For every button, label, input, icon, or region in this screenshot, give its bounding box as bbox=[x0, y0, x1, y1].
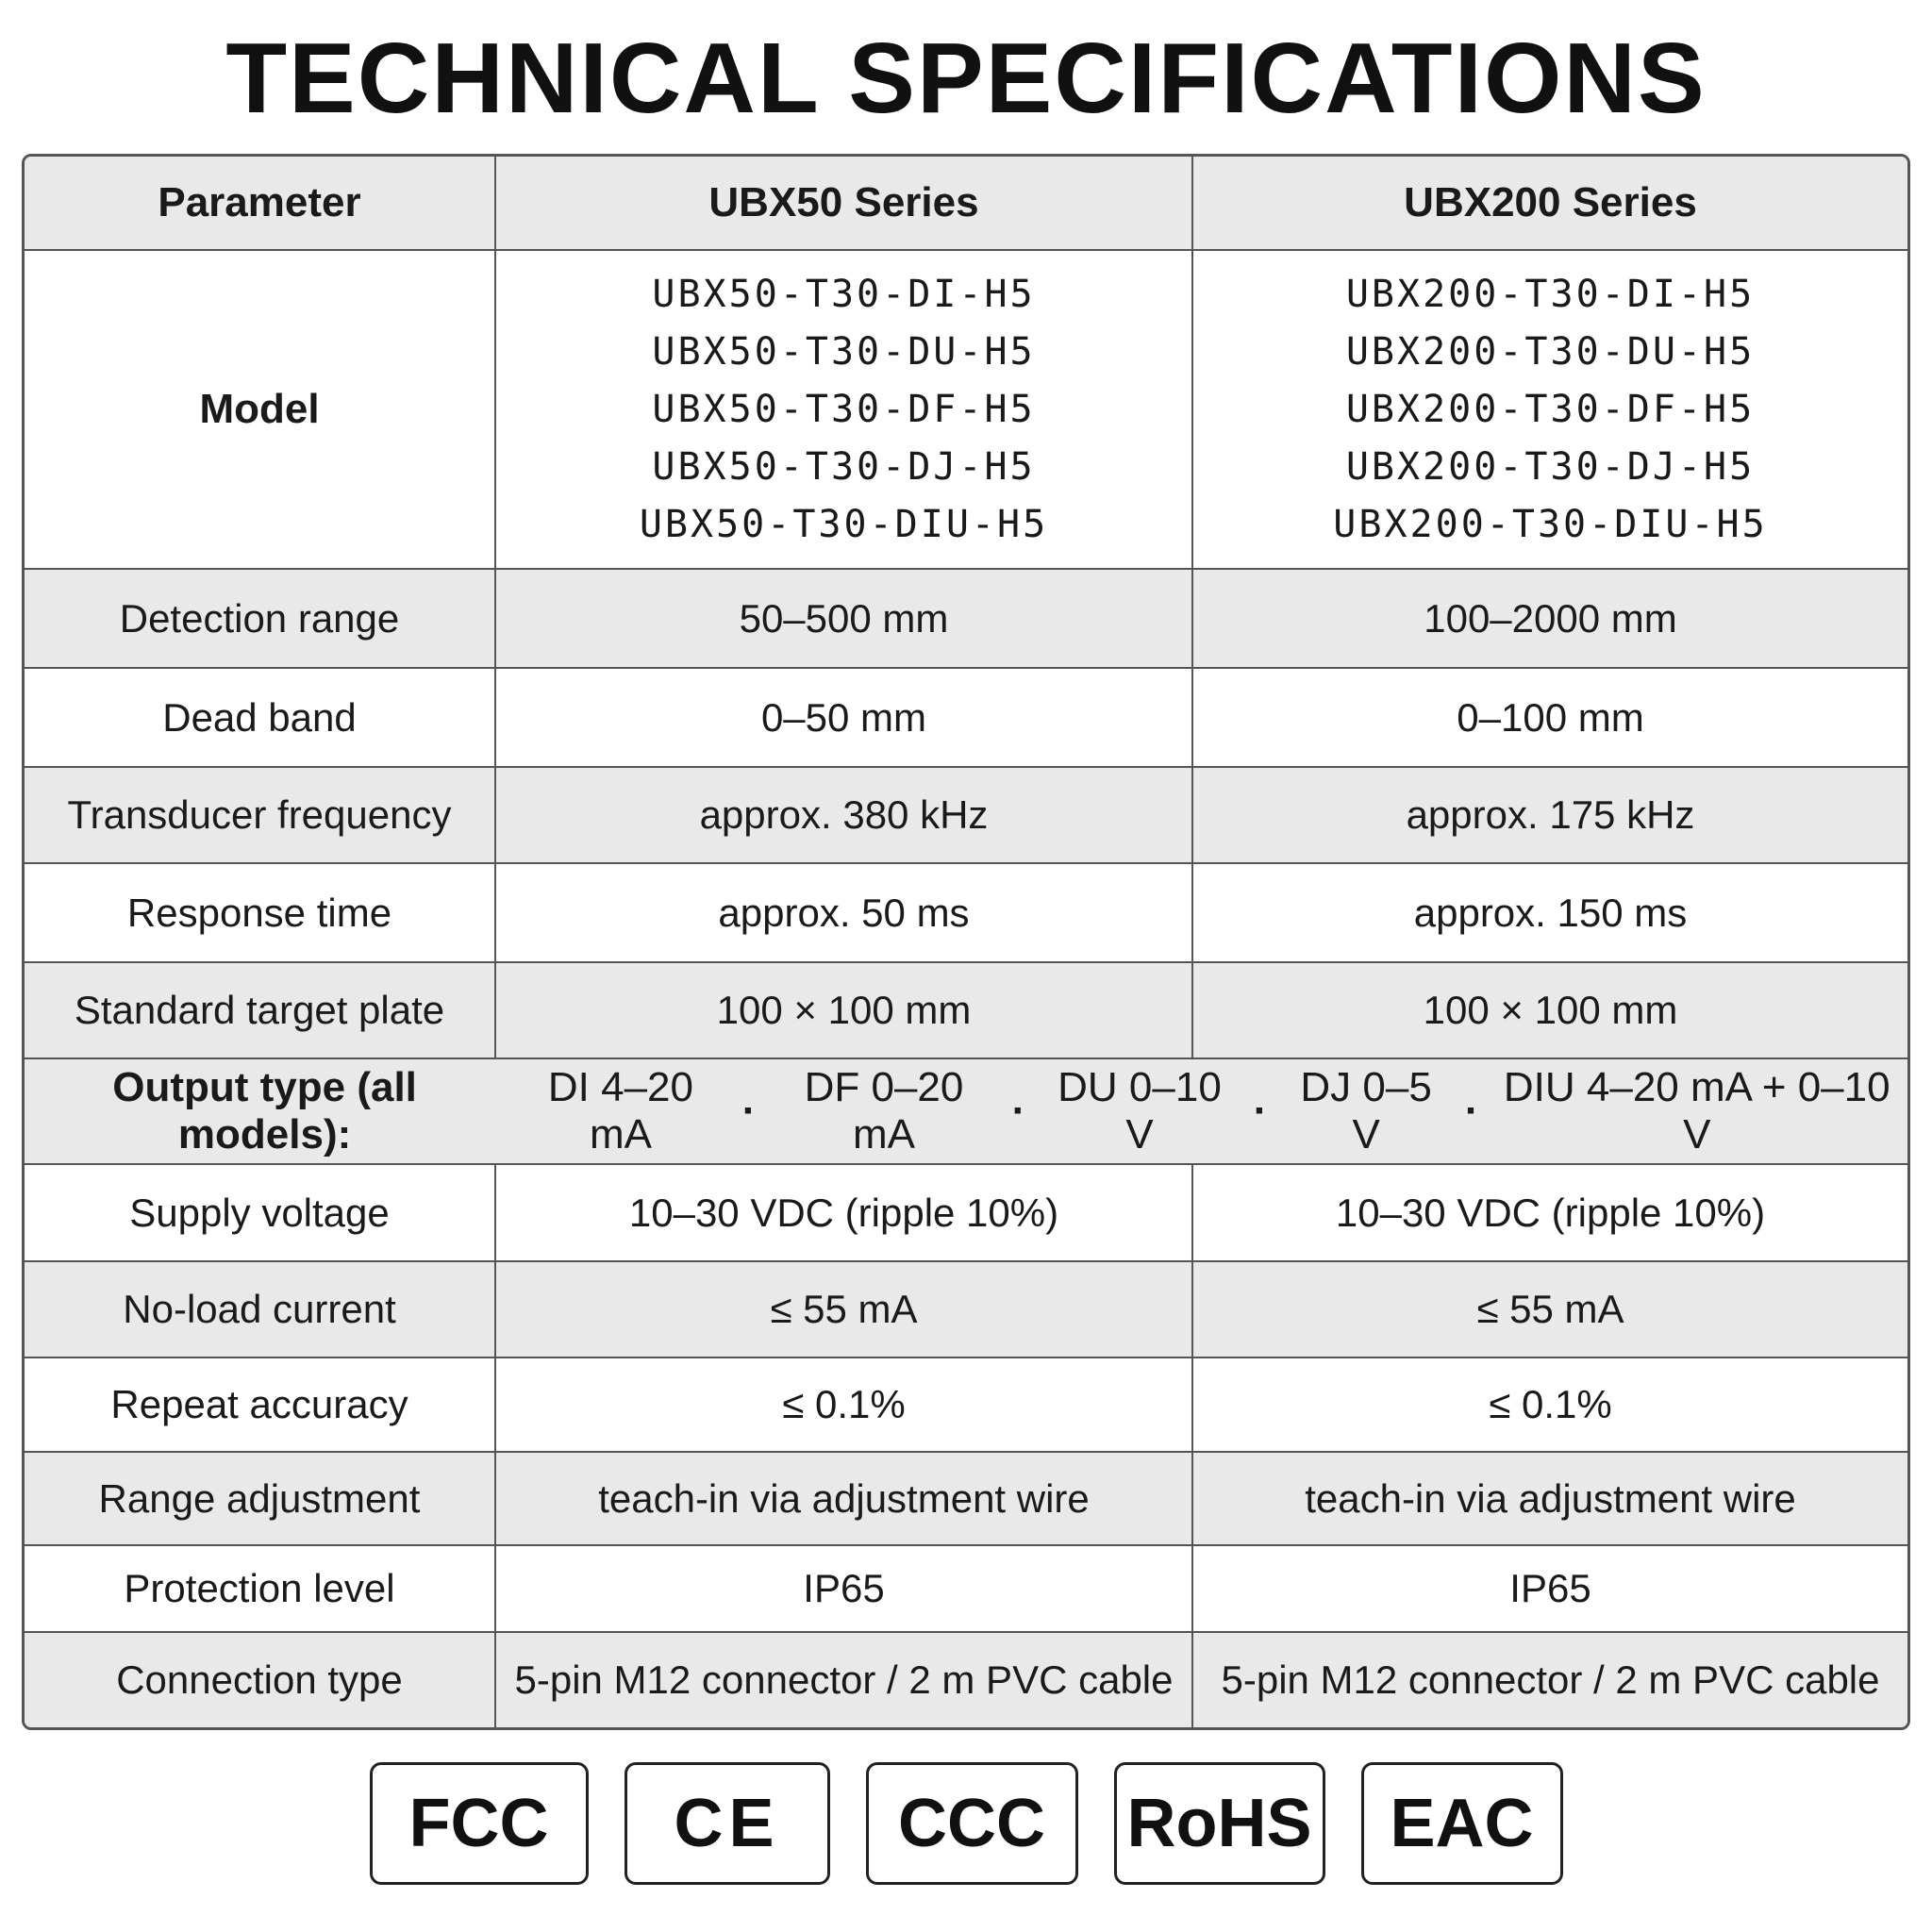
output-option: DIU 4–20 mA + 0–10 V bbox=[1503, 1064, 1890, 1158]
output-type-row bbox=[25, 1059, 1907, 1165]
ubx50-transducer-frequency: approx. 380 kHz bbox=[496, 768, 1193, 864]
ubx50-detection-range: 50–500 mm bbox=[496, 570, 1193, 669]
eac-badge: EAC bbox=[1361, 1762, 1563, 1885]
param-range-adjustment: Range adjustment bbox=[25, 1453, 496, 1546]
ubx50-connection-type: 5-pin M12 connector / 2 m PVC cable bbox=[496, 1633, 1193, 1727]
model-label: Model bbox=[25, 251, 496, 570]
param-protection-level: Protection level bbox=[25, 1546, 496, 1633]
ubx200-no-load-current: ≤ 55 mA bbox=[1193, 1262, 1907, 1358]
output-option: DI 4–20 mA bbox=[547, 1064, 693, 1158]
output-option: DU 0–10 V bbox=[1058, 1064, 1222, 1158]
spec-table bbox=[22, 154, 1910, 1730]
output-separator: · bbox=[1011, 1088, 1026, 1134]
ubx50-response-time: approx. 50 ms bbox=[496, 864, 1193, 963]
ubx200-connection-type: 5-pin M12 connector / 2 m PVC cable bbox=[1193, 1633, 1907, 1727]
header-ubx200: UBX200 Series bbox=[1193, 157, 1907, 251]
output-separator: · bbox=[741, 1088, 757, 1134]
model-item: UBX200-T30-DI-H5 bbox=[1345, 272, 1756, 316]
model-item: UBX50-T30-DF-H5 bbox=[652, 387, 1036, 431]
model-item: UBX50-T30-DJ-H5 bbox=[652, 444, 1036, 489]
ubx200-supply-voltage: 10–30 VDC (ripple 10%) bbox=[1193, 1165, 1907, 1262]
ubx50-range-adjustment: teach-in via adjustment wire bbox=[496, 1453, 1193, 1546]
output-separator: · bbox=[1253, 1088, 1268, 1134]
ubx50-dead-band: 0–50 mm bbox=[496, 669, 1193, 768]
model-item: UBX200-T30-DF-H5 bbox=[1345, 387, 1756, 431]
ubx50-supply-voltage: 10–30 VDC (ripple 10%) bbox=[496, 1165, 1193, 1262]
model-item: UBX200-T30-DIU-H5 bbox=[1333, 502, 1768, 546]
model-item: UBX200-T30-DU-H5 bbox=[1345, 329, 1756, 374]
param-repeat-accuracy: Repeat accuracy bbox=[25, 1358, 496, 1453]
param-supply-voltage: Supply voltage bbox=[25, 1165, 496, 1262]
param-dead-band: Dead band bbox=[25, 669, 496, 768]
ubx200-model-list bbox=[1193, 251, 1907, 570]
output-option: DF 0–20 mA bbox=[804, 1064, 964, 1158]
param-response-time: Response time bbox=[25, 864, 496, 963]
ubx200-protection-level: IP65 bbox=[1193, 1546, 1907, 1633]
ubx50-repeat-accuracy: ≤ 0.1% bbox=[496, 1358, 1193, 1453]
fcc-badge: FCC bbox=[370, 1762, 589, 1885]
param-no-load-current: No-load current bbox=[25, 1262, 496, 1358]
header-parameter: Parameter bbox=[25, 157, 496, 251]
output-type-label: Output type (all models): bbox=[112, 1064, 417, 1158]
model-item: UBX200-T30-DJ-H5 bbox=[1345, 444, 1756, 489]
model-item: UBX50-T30-DU-H5 bbox=[652, 329, 1036, 374]
output-option: DJ 0–5 V bbox=[1300, 1064, 1432, 1158]
ce-badge: CE bbox=[625, 1762, 830, 1885]
ubx200-dead-band: 0–100 mm bbox=[1193, 669, 1907, 768]
header-ubx50: UBX50 Series bbox=[496, 157, 1193, 251]
page-title: TECHNICAL SPECIFICATIONS bbox=[225, 23, 1707, 134]
ubx50-protection-level: IP65 bbox=[496, 1546, 1193, 1633]
output-separator: · bbox=[1464, 1088, 1479, 1134]
ccc-badge: CCC bbox=[866, 1762, 1078, 1885]
ubx200-detection-range: 100–2000 mm bbox=[1193, 570, 1907, 669]
ubx200-standard-target-plate: 100 × 100 mm bbox=[1193, 963, 1907, 1059]
param-detection-range: Detection range bbox=[25, 570, 496, 669]
param-connection-type: Connection type bbox=[25, 1633, 496, 1727]
model-item: UBX50-T30-DIU-H5 bbox=[639, 502, 1049, 546]
rohs-badge: RoHS bbox=[1114, 1762, 1325, 1885]
ubx200-repeat-accuracy: ≤ 0.1% bbox=[1193, 1358, 1907, 1453]
certification-badges bbox=[0, 1762, 1932, 1887]
model-item: UBX50-T30-DI-H5 bbox=[652, 272, 1036, 316]
ubx50-model-list bbox=[496, 251, 1193, 570]
param-standard-target-plate: Standard target plate bbox=[25, 963, 496, 1059]
ubx200-range-adjustment: teach-in via adjustment wire bbox=[1193, 1453, 1907, 1546]
ubx200-transducer-frequency: approx. 175 kHz bbox=[1193, 768, 1907, 864]
ubx50-standard-target-plate: 100 × 100 mm bbox=[496, 963, 1193, 1059]
ubx50-no-load-current: ≤ 55 mA bbox=[496, 1262, 1193, 1358]
ubx200-response-time: approx. 150 ms bbox=[1193, 864, 1907, 963]
param-transducer-frequency: Transducer frequency bbox=[25, 768, 496, 864]
